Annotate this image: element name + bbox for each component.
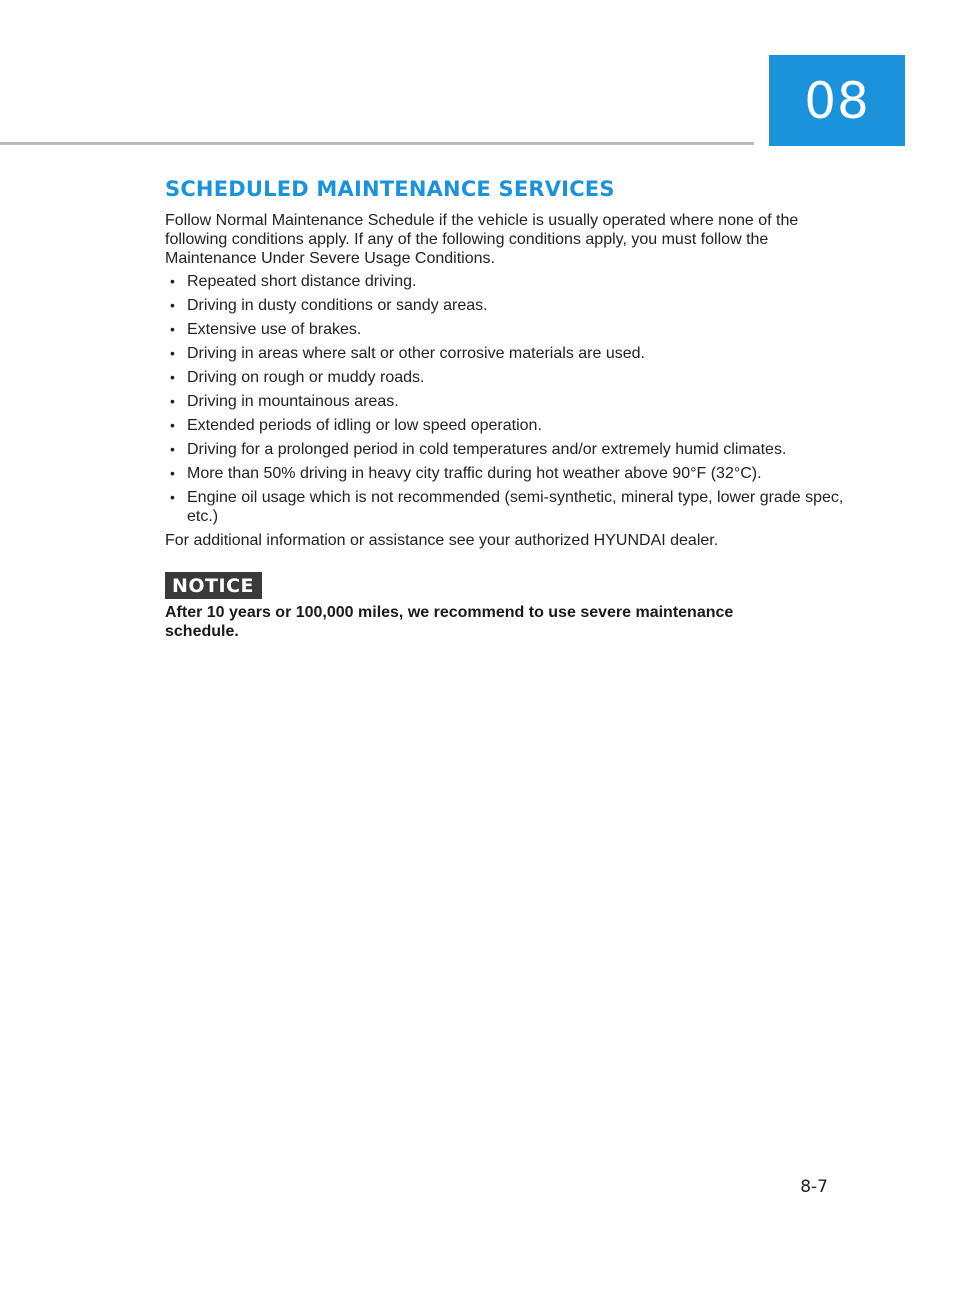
- main-content: [165, 175, 845, 641]
- list-item: • More than 50% driving in heavy city traffic during hot weather above 90°F (32°C).: [170, 465, 762, 482]
- bullet-icon: •: [170, 393, 175, 409]
- bullet-icon: •: [170, 369, 175, 385]
- list-item: • Driving in mountainous areas.: [170, 393, 399, 410]
- notice-badge: NOTICE: [165, 572, 262, 599]
- conditions-list: [165, 272, 845, 526]
- list-item: • Repeated short distance driving.: [170, 273, 417, 290]
- list-item: • Extended periods of idling or low speed operation.: [170, 417, 542, 434]
- chapter-tab: [769, 55, 905, 146]
- list-item: • Driving in areas where salt or other corrosive materials are used.: [170, 345, 645, 362]
- bullet-icon: •: [170, 441, 175, 457]
- bullet-icon: •: [170, 417, 175, 433]
- section-title: SCHEDULED MAINTENANCE SERVICES: [165, 177, 615, 201]
- bullet-icon: •: [170, 273, 175, 289]
- bullet-icon: •: [170, 465, 175, 481]
- bullet-icon: •: [170, 345, 175, 361]
- closing-paragraph: For additional information or assistance see your authorized HYUNDAI dealer.: [165, 532, 719, 549]
- header-divider: [0, 142, 754, 145]
- list-item: • Driving on rough or muddy roads.: [170, 369, 425, 386]
- list-item: • Extensive use of brakes.: [170, 321, 362, 338]
- list-item: • Driving in dusty conditions or sandy areas.: [170, 297, 488, 314]
- intro-paragraph: Follow Normal Maintenance Schedule if the vehicle is usually operated where none of the following conditions apply. If any of the following conditions apply, you must follow the Maintenance Under Severe Usage Conditions.: [165, 212, 799, 267]
- page-number: 8-7: [800, 1177, 828, 1197]
- list-item: • Engine oil usage which is not recommended (semi-synthetic, mineral type, lower grade spec, etc.): [170, 489, 844, 525]
- list-item: • Driving for a prolonged period in cold temperatures and/or extremely humid climates.: [170, 441, 787, 458]
- notice-text: After 10 years or 100,000 miles, we recommend to use severe maintenance schedule.: [165, 604, 734, 640]
- bullet-icon: •: [170, 321, 175, 337]
- bullet-icon: •: [170, 489, 175, 505]
- bullet-icon: •: [170, 297, 175, 313]
- chapter-number: 08: [804, 71, 870, 130]
